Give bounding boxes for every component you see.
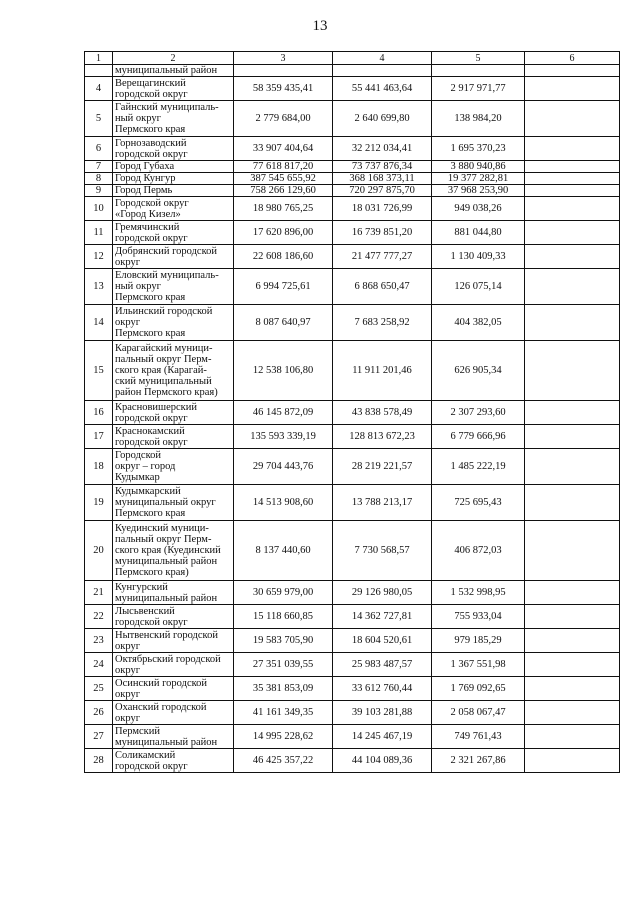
municipality-name: Город Губаха bbox=[113, 161, 234, 173]
table-row bbox=[85, 425, 620, 449]
table-row bbox=[85, 581, 620, 605]
value-col-6 bbox=[525, 185, 620, 197]
row-number: 13 bbox=[85, 269, 113, 305]
value-col-3: 8 137 440,60 bbox=[234, 521, 333, 581]
value-col-3: 17 620 896,00 bbox=[234, 221, 333, 245]
value-col-4: 25 983 487,57 bbox=[333, 653, 432, 677]
row-number: 26 bbox=[85, 701, 113, 725]
header-col-2: 2 bbox=[113, 52, 234, 65]
continuation-num bbox=[85, 65, 113, 77]
value-col-6 bbox=[525, 485, 620, 521]
continuation-cell bbox=[432, 65, 525, 77]
row-number: 17 bbox=[85, 425, 113, 449]
row-number: 14 bbox=[85, 305, 113, 341]
value-col-5: 979 185,29 bbox=[432, 629, 525, 653]
row-number: 25 bbox=[85, 677, 113, 701]
municipality-name: Верещагинский городской округ bbox=[113, 77, 234, 101]
value-col-5: 626 905,34 bbox=[432, 341, 525, 401]
header-col-1: 1 bbox=[85, 52, 113, 65]
row-number: 10 bbox=[85, 197, 113, 221]
value-col-6 bbox=[525, 161, 620, 173]
value-col-4: 13 788 213,17 bbox=[333, 485, 432, 521]
municipality-name: Лысьвенский городской округ bbox=[113, 605, 234, 629]
row-number: 4 bbox=[85, 77, 113, 101]
value-col-6 bbox=[525, 269, 620, 305]
value-col-3: 30 659 979,00 bbox=[234, 581, 333, 605]
table-row bbox=[85, 449, 620, 485]
value-col-4: 73 737 876,34 bbox=[333, 161, 432, 173]
municipality-name: Гайнский муниципаль- ный округ Пермского края bbox=[113, 101, 234, 137]
municipality-name: Добрянский городской округ bbox=[113, 245, 234, 269]
row-number: 9 bbox=[85, 185, 113, 197]
value-col-5: 1 485 222,19 bbox=[432, 449, 525, 485]
page-number: 13 bbox=[312, 18, 328, 34]
table-row bbox=[85, 341, 620, 401]
municipality-name: Горнозаводский городской округ bbox=[113, 137, 234, 161]
value-col-4: 7 683 258,92 bbox=[333, 305, 432, 341]
header-col-6: 6 bbox=[525, 52, 620, 65]
value-col-5: 2 307 293,60 bbox=[432, 401, 525, 425]
municipality-name: Город Кунгур bbox=[113, 173, 234, 185]
value-col-3: 8 087 640,97 bbox=[234, 305, 333, 341]
table-row bbox=[85, 653, 620, 677]
value-col-6 bbox=[525, 605, 620, 629]
header-col-4: 4 bbox=[333, 52, 432, 65]
row-number: 15 bbox=[85, 341, 113, 401]
value-col-4: 720 297 875,70 bbox=[333, 185, 432, 197]
municipality-name: Ильинский городской округ Пермского края bbox=[113, 305, 234, 341]
municipality-name: Красновишерский городской округ bbox=[113, 401, 234, 425]
municipality-name: Пермский муниципальный район bbox=[113, 725, 234, 749]
value-col-4: 14 245 467,19 bbox=[333, 725, 432, 749]
table-row bbox=[85, 305, 620, 341]
row-number: 8 bbox=[85, 173, 113, 185]
value-col-5: 749 761,43 bbox=[432, 725, 525, 749]
value-col-6 bbox=[525, 173, 620, 185]
value-col-4: 7 730 568,57 bbox=[333, 521, 432, 581]
value-col-6 bbox=[525, 305, 620, 341]
value-col-5: 1 695 370,23 bbox=[432, 137, 525, 161]
table-row bbox=[85, 221, 620, 245]
value-col-4: 29 126 980,05 bbox=[333, 581, 432, 605]
value-col-4: 44 104 089,36 bbox=[333, 749, 432, 773]
value-col-5: 19 377 282,81 bbox=[432, 173, 525, 185]
value-col-4: 11 911 201,46 bbox=[333, 341, 432, 401]
continuation-cell bbox=[333, 65, 432, 77]
value-col-3: 29 704 443,76 bbox=[234, 449, 333, 485]
continuation-cell bbox=[234, 65, 333, 77]
value-col-6 bbox=[525, 401, 620, 425]
value-col-3: 27 351 039,55 bbox=[234, 653, 333, 677]
value-col-5: 37 968 253,90 bbox=[432, 185, 525, 197]
value-col-6 bbox=[525, 521, 620, 581]
row-number: 28 bbox=[85, 749, 113, 773]
value-col-4: 14 362 727,81 bbox=[333, 605, 432, 629]
municipality-name: Кунгурский муниципальный район bbox=[113, 581, 234, 605]
municipality-name: Нытвенский городской округ bbox=[113, 629, 234, 653]
value-col-6 bbox=[525, 449, 620, 485]
municipality-name: Город Пермь bbox=[113, 185, 234, 197]
table-row bbox=[85, 401, 620, 425]
value-col-5: 126 075,14 bbox=[432, 269, 525, 305]
row-number: 27 bbox=[85, 725, 113, 749]
value-col-6 bbox=[525, 701, 620, 725]
value-col-3: 758 266 129,60 bbox=[234, 185, 333, 197]
table-row bbox=[85, 161, 620, 173]
row-number: 22 bbox=[85, 605, 113, 629]
municipality-name: Соликамский городской округ bbox=[113, 749, 234, 773]
value-col-3: 6 994 725,61 bbox=[234, 269, 333, 305]
value-col-6 bbox=[525, 581, 620, 605]
value-col-3: 15 118 660,85 bbox=[234, 605, 333, 629]
table-row bbox=[85, 485, 620, 521]
table-row bbox=[85, 725, 620, 749]
value-col-4: 18 031 726,99 bbox=[333, 197, 432, 221]
value-col-4: 32 212 034,41 bbox=[333, 137, 432, 161]
value-col-4: 2 640 699,80 bbox=[333, 101, 432, 137]
municipality-name: Еловский муниципаль- ный округ Пермского края bbox=[113, 269, 234, 305]
header-col-3: 3 bbox=[234, 52, 333, 65]
value-col-6 bbox=[525, 425, 620, 449]
continuation-row bbox=[85, 65, 620, 77]
value-col-5: 755 933,04 bbox=[432, 605, 525, 629]
municipality-name: Октябрьский городской округ bbox=[113, 653, 234, 677]
value-col-3: 18 980 765,25 bbox=[234, 197, 333, 221]
table-row bbox=[85, 245, 620, 269]
value-col-5: 949 038,26 bbox=[432, 197, 525, 221]
value-col-6 bbox=[525, 653, 620, 677]
table-row bbox=[85, 605, 620, 629]
row-number: 16 bbox=[85, 401, 113, 425]
value-col-5: 725 695,43 bbox=[432, 485, 525, 521]
municipality-name: Городской округ «Город Кизел» bbox=[113, 197, 234, 221]
header-col-5: 5 bbox=[432, 52, 525, 65]
continuation-name: муниципальный район bbox=[113, 65, 234, 77]
value-col-3: 46 425 357,22 bbox=[234, 749, 333, 773]
value-col-5: 881 044,80 bbox=[432, 221, 525, 245]
row-number: 24 bbox=[85, 653, 113, 677]
table-row bbox=[85, 677, 620, 701]
value-col-6 bbox=[525, 101, 620, 137]
table-row bbox=[85, 521, 620, 581]
value-col-5: 404 382,05 bbox=[432, 305, 525, 341]
municipality-name: Городской округ – город Кудымкар bbox=[113, 449, 234, 485]
value-col-4: 39 103 281,88 bbox=[333, 701, 432, 725]
value-col-6 bbox=[525, 629, 620, 653]
value-col-3: 14 995 228,62 bbox=[234, 725, 333, 749]
value-col-3: 387 545 655,92 bbox=[234, 173, 333, 185]
value-col-4: 21 477 777,27 bbox=[333, 245, 432, 269]
value-col-6 bbox=[525, 677, 620, 701]
budget-table bbox=[84, 51, 620, 773]
table-row bbox=[85, 101, 620, 137]
value-col-3: 2 779 684,00 bbox=[234, 101, 333, 137]
value-col-5: 3 880 940,86 bbox=[432, 161, 525, 173]
value-col-3: 77 618 817,20 bbox=[234, 161, 333, 173]
value-col-6 bbox=[525, 137, 620, 161]
value-col-5: 6 779 666,96 bbox=[432, 425, 525, 449]
value-col-4: 16 739 851,20 bbox=[333, 221, 432, 245]
value-col-3: 33 907 404,64 bbox=[234, 137, 333, 161]
continuation-cell bbox=[525, 65, 620, 77]
value-col-3: 46 145 872,09 bbox=[234, 401, 333, 425]
value-col-4: 55 441 463,64 bbox=[333, 77, 432, 101]
value-col-6 bbox=[525, 221, 620, 245]
table-row bbox=[85, 701, 620, 725]
value-col-3: 14 513 908,60 bbox=[234, 485, 333, 521]
value-col-5: 138 984,20 bbox=[432, 101, 525, 137]
value-col-5: 2 917 971,77 bbox=[432, 77, 525, 101]
row-number: 5 bbox=[85, 101, 113, 137]
table-row bbox=[85, 77, 620, 101]
value-col-5: 2 321 267,86 bbox=[432, 749, 525, 773]
row-number: 23 bbox=[85, 629, 113, 653]
value-col-6 bbox=[525, 749, 620, 773]
table-row bbox=[85, 749, 620, 773]
value-col-5: 1 130 409,33 bbox=[432, 245, 525, 269]
value-col-4: 28 219 221,57 bbox=[333, 449, 432, 485]
municipality-name: Куединский муници- пальный округ Перм- ского края (Куединский муниципальный район Пермского края) bbox=[113, 521, 234, 581]
value-col-6 bbox=[525, 245, 620, 269]
table-row bbox=[85, 197, 620, 221]
table-row bbox=[85, 629, 620, 653]
value-col-5: 2 058 067,47 bbox=[432, 701, 525, 725]
table-row bbox=[85, 173, 620, 185]
value-col-6 bbox=[525, 341, 620, 401]
value-col-3: 19 583 705,90 bbox=[234, 629, 333, 653]
municipality-name: Гремячинский городской округ bbox=[113, 221, 234, 245]
value-col-3: 41 161 349,35 bbox=[234, 701, 333, 725]
value-col-5: 1 532 998,95 bbox=[432, 581, 525, 605]
value-col-4: 33 612 760,44 bbox=[333, 677, 432, 701]
value-col-3: 35 381 853,09 bbox=[234, 677, 333, 701]
value-col-6 bbox=[525, 725, 620, 749]
row-number: 7 bbox=[85, 161, 113, 173]
value-col-4: 128 813 672,23 bbox=[333, 425, 432, 449]
row-number: 20 bbox=[85, 521, 113, 581]
header-row bbox=[85, 52, 620, 65]
value-col-4: 43 838 578,49 bbox=[333, 401, 432, 425]
value-col-3: 135 593 339,19 bbox=[234, 425, 333, 449]
row-number: 19 bbox=[85, 485, 113, 521]
row-number: 18 bbox=[85, 449, 113, 485]
municipality-name: Краснокамский городской округ bbox=[113, 425, 234, 449]
value-col-5: 1 769 092,65 bbox=[432, 677, 525, 701]
value-col-6 bbox=[525, 77, 620, 101]
value-col-4: 368 168 373,11 bbox=[333, 173, 432, 185]
row-number: 21 bbox=[85, 581, 113, 605]
value-col-6 bbox=[525, 197, 620, 221]
table-row bbox=[85, 269, 620, 305]
municipality-name: Карагайский муници- пальный округ Перм- ского края (Карагай- ский муниципальный район Пермского края) bbox=[113, 341, 234, 401]
value-col-5: 1 367 551,98 bbox=[432, 653, 525, 677]
value-col-4: 18 604 520,61 bbox=[333, 629, 432, 653]
row-number: 6 bbox=[85, 137, 113, 161]
municipality-name: Оханский городской округ bbox=[113, 701, 234, 725]
table-row bbox=[85, 137, 620, 161]
value-col-3: 22 608 186,60 bbox=[234, 245, 333, 269]
municipality-name: Осинский городской округ bbox=[113, 677, 234, 701]
row-number: 11 bbox=[85, 221, 113, 245]
value-col-3: 58 359 435,41 bbox=[234, 77, 333, 101]
value-col-3: 12 538 106,80 bbox=[234, 341, 333, 401]
municipality-name: Кудымкарский муниципальный округ Пермского края bbox=[113, 485, 234, 521]
row-number: 12 bbox=[85, 245, 113, 269]
value-col-5: 406 872,03 bbox=[432, 521, 525, 581]
table-row bbox=[85, 185, 620, 197]
value-col-4: 6 868 650,47 bbox=[333, 269, 432, 305]
